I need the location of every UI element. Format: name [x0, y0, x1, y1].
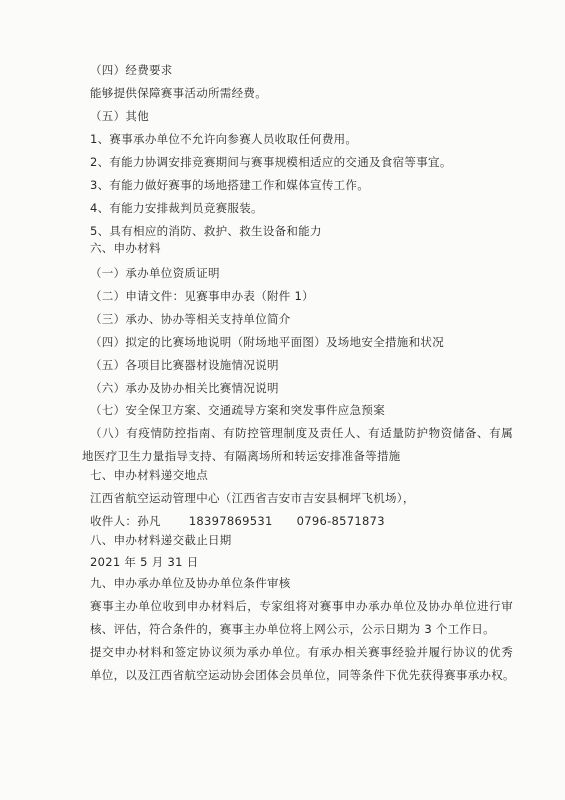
- list-item: 3、有能力做好赛事的场地搭建工作和媒体宣传工作。: [90, 178, 370, 192]
- list-item: （五）各项目比赛器材设施情况说明: [90, 358, 279, 372]
- list-item: （四）拟定的比赛场地说明（附场地平面图）及场地安全措施和状况: [90, 335, 444, 349]
- list-item: （一）承办单位资质证明: [90, 266, 220, 280]
- list-item: （六）承办及协办相关比赛情况说明: [90, 381, 279, 395]
- deadline-date: 2021 年 5 月 31 日: [90, 555, 199, 569]
- paragraph-review: 赛事主办单位收到申办材料后，专家组将对赛事申办承办单位及协办单位进行审: [90, 599, 513, 613]
- section-heading-address: 七、申办材料递交地点: [90, 468, 208, 482]
- section-heading-funding: （四）经费要求: [90, 63, 173, 77]
- section-heading-materials: 六、申办材料: [90, 241, 161, 255]
- list-item: 4、有能力安排裁判员竞赛服装。: [90, 201, 263, 215]
- contact-label: 收件人：孙凡: [90, 514, 161, 528]
- list-item: （二）申请文件：见赛事申办表（附件 1）: [90, 289, 314, 303]
- contact-mobile: 18397869531: [188, 514, 273, 528]
- contact-phone: 0796-8571873: [296, 514, 385, 528]
- section-heading-review: 九、申办承办单位及协办单位条件审核: [90, 576, 291, 590]
- section-heading-deadline: 八、申办材料递交截止日期: [90, 533, 232, 547]
- list-item: 2、有能力协调安排竞赛期间与赛事规模相适应的交通及食宿等事宜。: [90, 155, 452, 169]
- paragraph-review-continuation: 核、评估，符合条件的，赛事主办单位将上网公示，公示日期为 3 个工作日。: [90, 622, 495, 636]
- list-item: （三）承办、协办等相关支持单位简介: [90, 312, 291, 326]
- section-heading-other: （五）其他: [90, 109, 149, 123]
- paragraph-priority-continuation: 单位，以及江西省航空运动协会团体会员单位，同等条件下优先获得赛事承办权。: [90, 668, 515, 682]
- list-item: （八）有疫情防控指南、有防控管理制度及责任人、有适量防护物资储备、有属: [90, 426, 513, 440]
- list-item: 5、具有相应的消防、救护、救生设备和能力: [90, 224, 322, 238]
- contact-line: [90, 513, 505, 529]
- list-item: （七）安全保卫方案、交通疏导方案和突发事件应急预案: [90, 403, 385, 417]
- address-text: 江西省航空运动管理中心（江西省吉安市吉安县桐坪飞机场），: [90, 491, 415, 505]
- paragraph-priority: 提交申办材料和签定协议须为承办单位。有承办相关赛事经验并履行协议的优秀: [90, 645, 513, 659]
- list-item: 1、赛事承办单位不允许向参赛人员收取任何费用。: [90, 132, 358, 146]
- list-item-continuation: 地医疗卫生力量指导支持、有隔离场所和转运安排准备等措施: [82, 449, 401, 463]
- paragraph-funding: 能够提供保障赛事活动所需经费。: [90, 86, 267, 100]
